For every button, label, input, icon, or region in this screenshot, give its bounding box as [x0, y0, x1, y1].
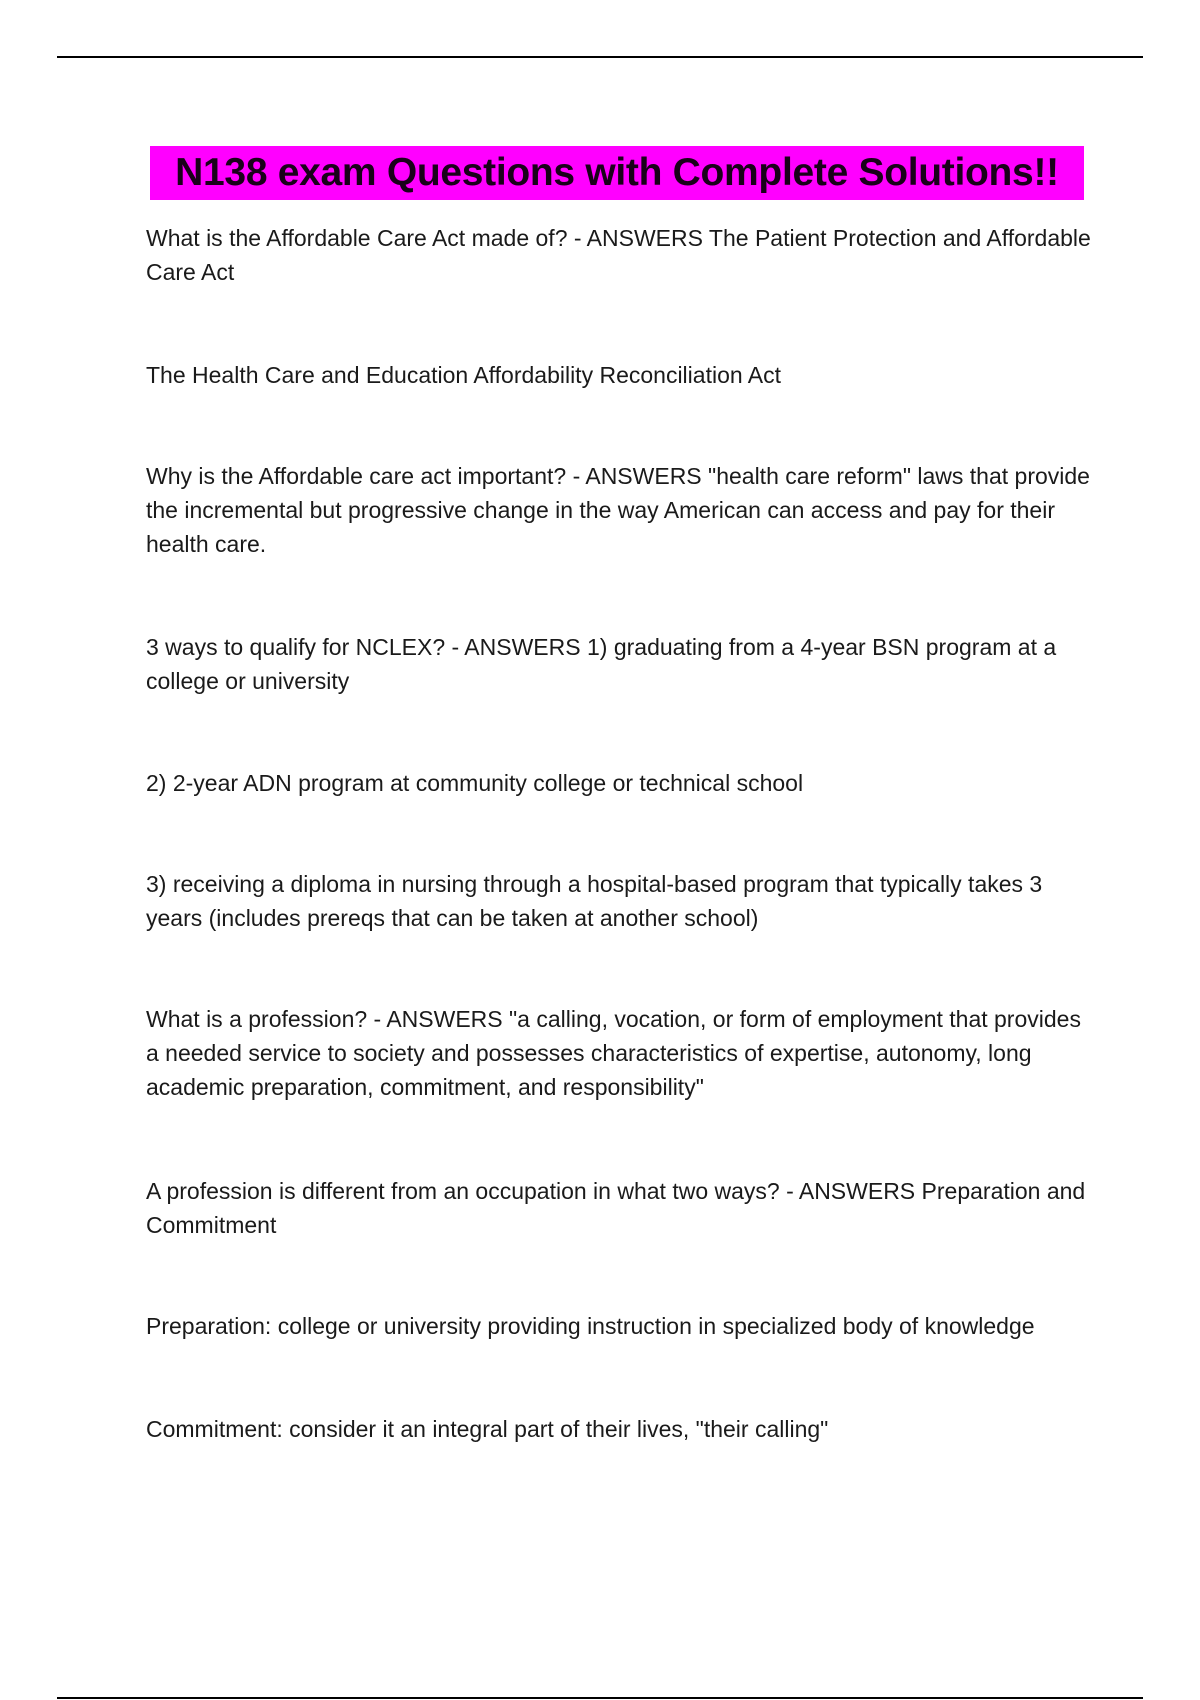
footer-rule	[57, 1697, 1143, 1699]
paragraph-4: 3 ways to qualify for NCLEX? - ANSWERS 1) graduating from a 4-year BSN program at a college or university	[146, 634, 1057, 694]
paragraph-8: A profession is different from an occupation in what two ways? - ANSWERS Preparation and Commitment	[146, 1178, 1086, 1238]
header-rule	[57, 56, 1143, 58]
paragraph-1: What is the Affordable Care Act made of? - ANSWERS The Patient Protection and Affordable Care Act	[146, 225, 1091, 285]
paragraph-5: 2) 2-year ADN program at community college or technical school	[146, 770, 804, 796]
paragraph-10: Commitment: consider it an integral part of their lives, "their calling"	[146, 1416, 829, 1442]
paragraph-9: Preparation: college or university providing instruction in specialized body of knowledge	[146, 1313, 1035, 1339]
paragraph-6: 3) receiving a diploma in nursing through a hospital-based program that typically takes 3 years (includes prereqs that can be taken at another school)	[146, 871, 1043, 931]
paragraph-2: The Health Care and Education Affordability Reconciliation Act	[146, 362, 782, 388]
document-title: N138 exam Questions with Complete Solutions!!	[150, 146, 1084, 200]
paragraph-3: Why is the Affordable care act important? - ANSWERS "health care reform" laws that provide the incremental but progressive change in the way American can access and pay for their health care.	[146, 463, 1090, 557]
paragraph-7: What is a profession? - ANSWERS "a calling, vocation, or form of employment that provides a needed service to society and possesses characteristics of expertise, autonomy, long academic preparation, commitment, and responsibility"	[146, 1006, 1081, 1100]
